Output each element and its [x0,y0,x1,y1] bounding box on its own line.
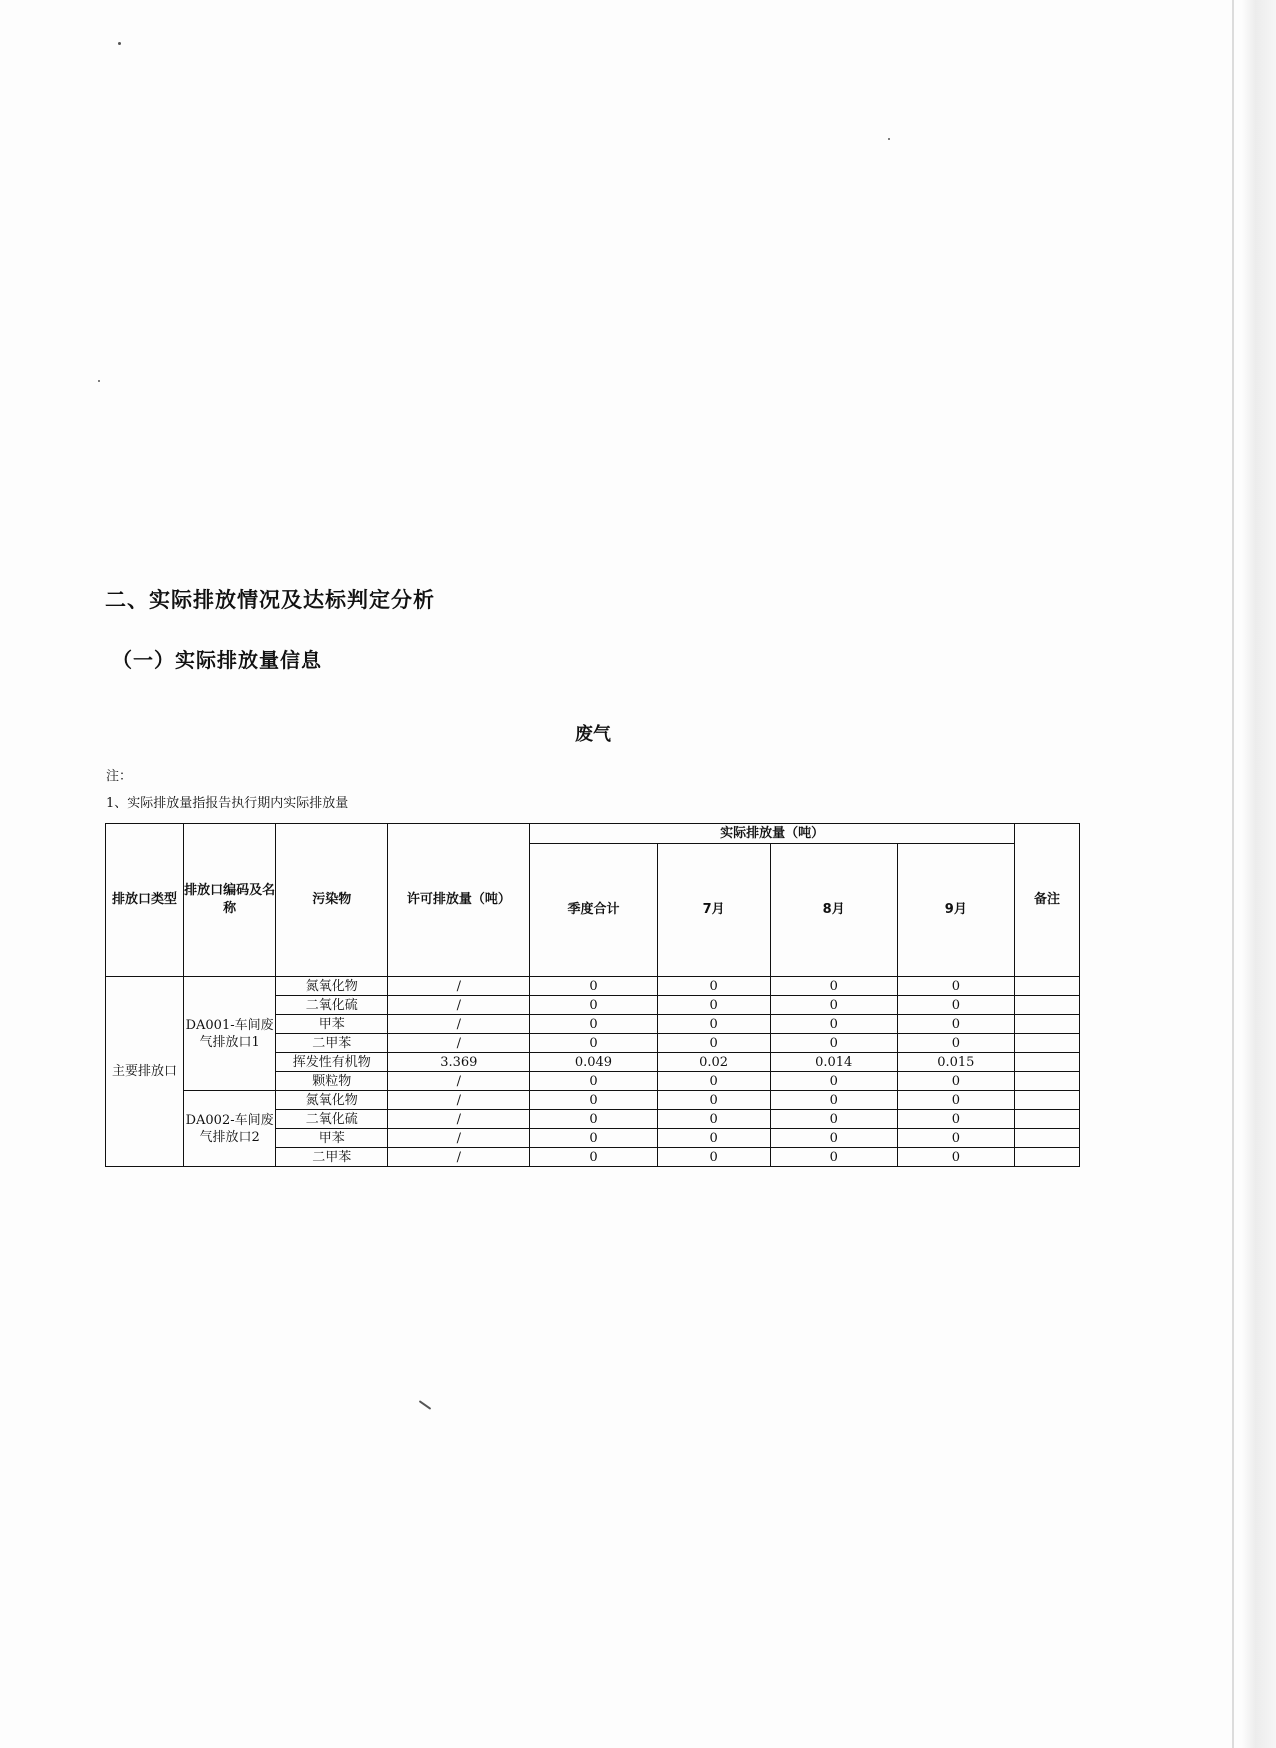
pollutant-cell: 二甲苯 [276,1034,388,1053]
outlet-name-cell: DA001-车间废气排放口1 [184,977,276,1091]
scan-speck [888,138,890,140]
permitted-cell: / [388,996,530,1015]
m7-cell: 0 [657,996,770,1015]
m8-cell: 0 [770,977,897,996]
quarter-cell: 0 [530,1129,657,1148]
header-month-9: 9月 [897,844,1014,977]
permitted-cell: 3.369 [388,1053,530,1072]
outlet-name-cell: DA002-车间废气排放口2 [184,1091,276,1167]
scan-edge-line [1232,0,1234,1748]
permitted-cell: / [388,1091,530,1110]
m7-cell: 0 [657,1129,770,1148]
m8-cell: 0 [770,1015,897,1034]
m9-cell: 0 [897,1072,1014,1091]
scan-speck [118,42,121,45]
permitted-cell: / [388,1034,530,1053]
header-actual-group: 实际排放量（吨） [530,824,1014,844]
header-month-8: 8月 [770,844,897,977]
quarter-cell: 0 [530,996,657,1015]
m8-cell: 0 [770,996,897,1015]
scan-edge-shadow [1242,0,1276,1748]
m9-cell: 0 [897,1034,1014,1053]
permitted-cell: / [388,1072,530,1091]
remark-cell [1014,996,1079,1015]
pollutant-cell: 二甲苯 [276,1148,388,1167]
scan-speck [98,380,100,382]
m8-cell: 0 [770,1091,897,1110]
remark-cell [1014,1129,1079,1148]
m7-cell: 0 [657,1110,770,1129]
m9-cell: 0 [897,977,1014,996]
header-permitted: 许可排放量（吨） [388,824,530,977]
m9-cell: 0 [897,1091,1014,1110]
table-row [106,1091,1080,1110]
quarter-cell: 0 [530,1072,657,1091]
scan-speck [419,1400,432,1410]
remark-cell [1014,1034,1079,1053]
quarter-cell: 0 [530,977,657,996]
remark-cell [1014,1015,1079,1034]
m9-cell: 0 [897,1110,1014,1129]
header-month-7: 7月 [657,844,770,977]
header-pollutant: 污染物 [276,824,388,977]
emission-table [105,823,1080,1167]
pollutant-cell: 二氧化硫 [276,1110,388,1129]
m8-cell: 0 [770,1034,897,1053]
pollutant-cell: 颗粒物 [276,1072,388,1091]
m8-cell: 0 [770,1148,897,1167]
header-outlet-type: 排放口类型 [106,824,184,977]
pollutant-cell: 二氧化硫 [276,996,388,1015]
pollutant-cell: 甲苯 [276,1129,388,1148]
header-quarter-total: 季度合计 [530,844,657,977]
m8-cell: 0 [770,1072,897,1091]
note-line: 1、实际排放量指报告执行期内实际排放量 [106,796,349,811]
header-remarks: 备注 [1014,824,1079,977]
quarter-cell: 0 [530,1148,657,1167]
quarter-cell: 0 [530,1034,657,1053]
remark-cell [1014,1091,1079,1110]
pollutant-cell: 氮氧化物 [276,1091,388,1110]
table-caption: 废气 [575,724,611,745]
permitted-cell: / [388,977,530,996]
subsection-heading: （一）实际排放量信息 [112,648,322,672]
quarter-cell: 0 [530,1015,657,1034]
remark-cell [1014,1072,1079,1091]
remark-cell [1014,1110,1079,1129]
outlet-type-cell: 主要排放口 [106,977,184,1167]
remark-cell [1014,1148,1079,1167]
m7-cell: 0 [657,1148,770,1167]
m9-cell: 0 [897,996,1014,1015]
remark-cell [1014,1053,1079,1072]
pollutant-cell: 氮氧化物 [276,977,388,996]
header-outlet-code-name: 排放口编码及名称 [184,824,276,977]
m7-cell: 0 [657,1015,770,1034]
permitted-cell: / [388,1148,530,1167]
m8-cell: 0.014 [770,1053,897,1072]
m7-cell: 0 [657,977,770,996]
m9-cell: 0.015 [897,1053,1014,1072]
quarter-cell: 0 [530,1110,657,1129]
permitted-cell: / [388,1129,530,1148]
m7-cell: 0 [657,1091,770,1110]
table-row [106,977,1080,996]
permitted-cell: / [388,1015,530,1034]
quarter-cell: 0 [530,1091,657,1110]
m9-cell: 0 [897,1148,1014,1167]
m7-cell: 0 [657,1072,770,1091]
m8-cell: 0 [770,1129,897,1148]
m9-cell: 0 [897,1129,1014,1148]
permitted-cell: / [388,1110,530,1129]
pollutant-cell: 甲苯 [276,1015,388,1034]
remark-cell [1014,977,1079,996]
m8-cell: 0 [770,1110,897,1129]
note-label: 注： [106,769,133,784]
section-heading: 二、实际排放情况及达标判定分析 [105,588,435,612]
pollutant-cell: 挥发性有机物 [276,1053,388,1072]
m7-cell: 0.02 [657,1053,770,1072]
quarter-cell: 0.049 [530,1053,657,1072]
m9-cell: 0 [897,1015,1014,1034]
m7-cell: 0 [657,1034,770,1053]
